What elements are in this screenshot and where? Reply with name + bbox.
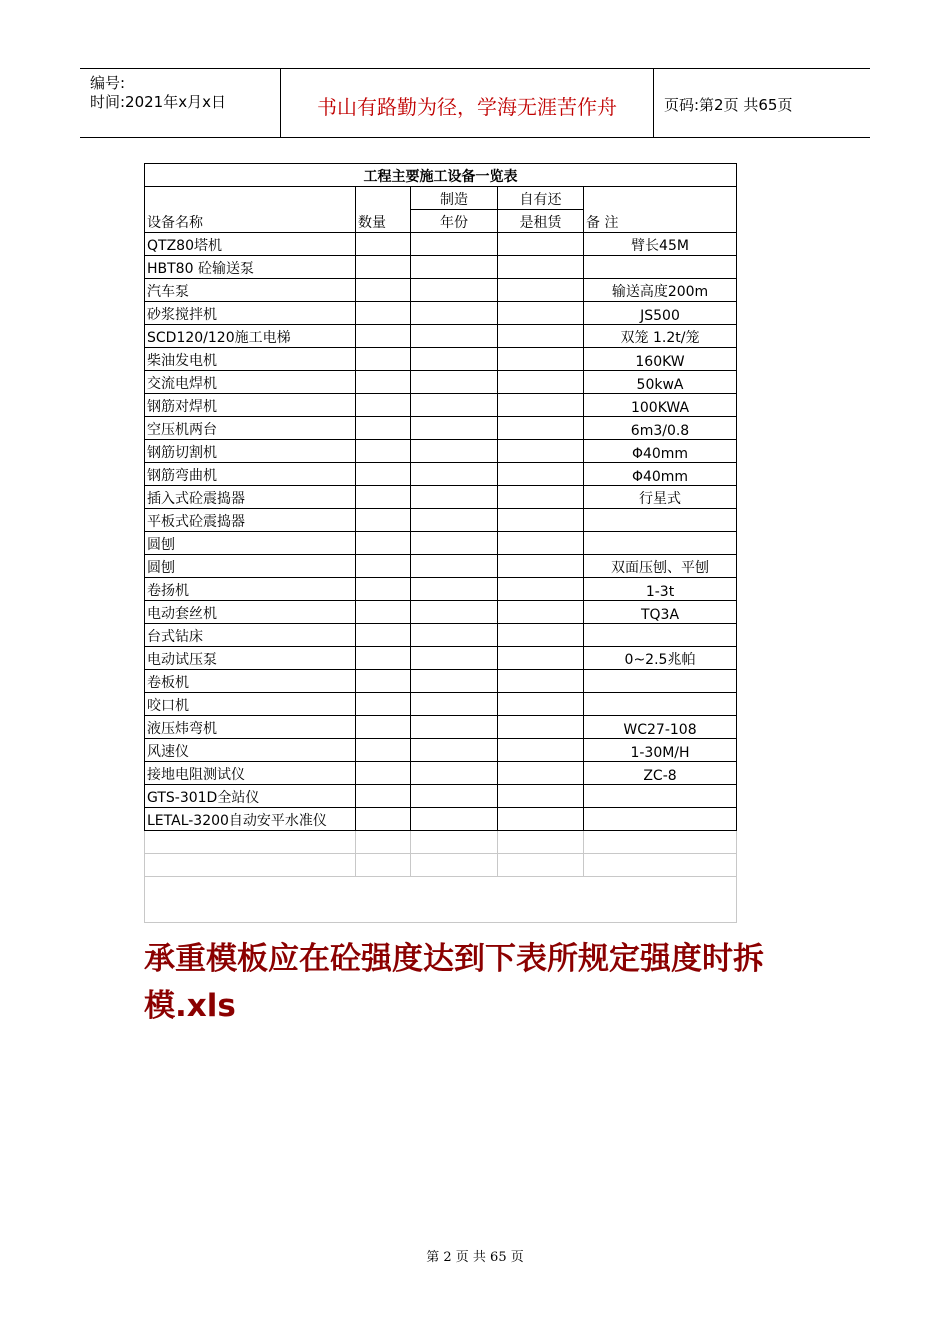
cell-equipment-name: 风速仪 [145,739,356,762]
empty-row [145,854,737,877]
cell-equipment-name: HBT80 砼输送泵 [145,256,356,279]
document-heading: 承重模板应在砼强度达到下表所规定强度时拆模.xls [144,941,764,1024]
cell-ownership [498,279,584,302]
table-row [145,739,737,762]
cell-equipment-name: 卷板机 [145,670,356,693]
cell-quantity [356,371,411,394]
cell-remark [584,693,737,716]
table-row [145,762,737,785]
cell-equipment-name: 电动试压泵 [145,647,356,670]
table-row [145,555,737,578]
empty-cell [411,854,498,877]
cell-quantity [356,325,411,348]
header-row-top [145,187,737,210]
cell-year [411,256,498,279]
cell-equipment-name: 柴油发电机 [145,348,356,371]
table-row [145,463,737,486]
cell-remark: 1-30M/H [584,739,737,762]
cell-year [411,785,498,808]
cell-year [411,578,498,601]
cell-quantity [356,647,411,670]
cell-remark [584,808,737,831]
cell-ownership [498,693,584,716]
table-row [145,509,737,532]
cell-year [411,394,498,417]
cell-ownership [498,440,584,463]
empty-cell [145,831,356,854]
cell-year [411,532,498,555]
cell-quantity [356,624,411,647]
page-footer: 第 2 页 共 65 页 [426,1250,524,1265]
empty-cell [356,831,411,854]
table-row [145,693,737,716]
cell-ownership [498,371,584,394]
cell-year [411,601,498,624]
cell-ownership [498,532,584,555]
cell-ownership [498,647,584,670]
header-remark: 备 注 [584,187,737,233]
cell-ownership [498,578,584,601]
cell-ownership [498,302,584,325]
header-motto-cell [280,69,654,137]
empty-cell [356,854,411,877]
table-row [145,670,737,693]
cell-remark: 6m3/0.8 [584,417,737,440]
cell-year [411,440,498,463]
cell-ownership [498,233,584,256]
cell-remark: 160KW [584,348,737,371]
cell-equipment-name: QTZ80塔机 [145,233,356,256]
cell-remark: 臂长45M [584,233,737,256]
empty-row [145,831,737,854]
cell-quantity [356,440,411,463]
cell-equipment-name: 交流电焊机 [145,371,356,394]
cell-year [411,624,498,647]
cell-remark: WC27-108 [584,716,737,739]
cell-equipment-name: GTS-301D全站仪 [145,785,356,808]
cell-quantity [356,762,411,785]
cell-remark [584,532,737,555]
empty-cell [584,854,737,877]
cell-year [411,762,498,785]
cell-year [411,325,498,348]
cell-equipment-name: 台式钻床 [145,624,356,647]
cell-quantity [356,785,411,808]
cell-equipment-name: 圆刨 [145,532,356,555]
cell-ownership [498,670,584,693]
time-label: 时间:2021年x月x日 [90,93,226,111]
cell-remark: 1-3t [584,578,737,601]
cell-ownership [498,739,584,762]
number-label: 编号: [90,74,126,92]
cell-ownership [498,808,584,831]
table-row [145,578,737,601]
cell-remark: 双面压刨、平刨 [584,555,737,578]
cell-ownership [498,624,584,647]
cell-quantity [356,555,411,578]
cell-ownership [498,417,584,440]
cell-quantity [356,509,411,532]
table-row [145,417,737,440]
cell-remark: ZC-8 [584,762,737,785]
table-row [145,785,737,808]
cell-equipment-name: 砂浆搅拌机 [145,302,356,325]
cell-equipment-name: 汽车泵 [145,279,356,302]
cell-quantity [356,394,411,417]
cell-quantity [356,739,411,762]
page-number-label: 页码:第2页 共65页 [664,96,793,114]
table-row [145,647,737,670]
cell-remark: Φ40mm [584,463,737,486]
header-name: 设备名称 [145,187,356,233]
cell-quantity [356,256,411,279]
cell-ownership [498,716,584,739]
cell-year [411,417,498,440]
equipment-sheet [144,163,736,877]
cell-year [411,509,498,532]
cell-remark [584,670,737,693]
cell-equipment-name: 钢筋弯曲机 [145,463,356,486]
cell-equipment-name: 咬口机 [145,693,356,716]
header-year-bottom: 年份 [411,210,498,233]
cell-ownership [498,509,584,532]
header-meta-cell [80,69,280,137]
header-page-cell [654,69,870,137]
cell-equipment-name: 空压机两台 [145,417,356,440]
cell-year [411,693,498,716]
cell-equipment-name: 圆刨 [145,555,356,578]
cell-quantity [356,417,411,440]
table-row [145,348,737,371]
cell-equipment-name: 钢筋对焊机 [145,394,356,417]
table-row [145,440,737,463]
table-row [145,233,737,256]
table-title: 工程主要施工设备一览表 [145,164,737,187]
cell-quantity [356,486,411,509]
table-row [145,808,737,831]
equipment-table [144,163,737,877]
cell-remark [584,509,737,532]
cell-year [411,716,498,739]
cell-quantity [356,693,411,716]
cell-remark [584,785,737,808]
header-own-bottom: 是租赁 [498,210,584,233]
cell-ownership [498,256,584,279]
cell-quantity [356,302,411,325]
header-qty: 数量 [356,187,411,233]
cell-quantity [356,716,411,739]
cell-remark: 双笼 1.2t/笼 [584,325,737,348]
cell-equipment-name: LETAL-3200自动安平水准仪 [145,808,356,831]
cell-ownership [498,785,584,808]
cell-ownership [498,486,584,509]
table-title-row [145,164,737,187]
cell-remark: 0~2.5兆帕 [584,647,737,670]
table-row [145,371,737,394]
cell-remark: 100KWA [584,394,737,417]
cell-equipment-name: 平板式砼震捣器 [145,509,356,532]
cell-year [411,808,498,831]
empty-cell [145,854,356,877]
header-year-top: 制造 [411,187,498,210]
cell-equipment-name: 接地电阻测试仪 [145,762,356,785]
cell-quantity [356,279,411,302]
cell-quantity [356,578,411,601]
table-row [145,256,737,279]
cell-year [411,279,498,302]
cell-year [411,555,498,578]
cell-equipment-name: 钢筋切割机 [145,440,356,463]
cell-equipment-name: 卷扬机 [145,578,356,601]
empty-cell [411,831,498,854]
cell-ownership [498,762,584,785]
cell-remark: 输送高度200m [584,279,737,302]
table-row [145,624,737,647]
cell-remark [584,256,737,279]
motto-text: 书山有路勤为径，学海无涯苦作舟 [317,95,617,119]
table-row [145,532,737,555]
cell-quantity [356,601,411,624]
cell-quantity [356,532,411,555]
table-row [145,716,737,739]
cell-year [411,739,498,762]
cell-remark: Φ40mm [584,440,737,463]
empty-cell [498,854,584,877]
cell-equipment-name: 插入式砼震捣器 [145,486,356,509]
cell-remark: 行星式 [584,486,737,509]
cell-quantity [356,348,411,371]
cell-remark: JS500 [584,302,737,325]
cell-remark [584,624,737,647]
cell-year [411,670,498,693]
cell-year [411,302,498,325]
cell-ownership [498,555,584,578]
cell-ownership [498,325,584,348]
table-row [145,302,737,325]
cell-year [411,486,498,509]
cell-remark: 50kwA [584,371,737,394]
cell-quantity [356,463,411,486]
header-own-top: 自有还 [498,187,584,210]
cell-equipment-name: 液压炜弯机 [145,716,356,739]
cell-year [411,463,498,486]
cell-quantity [356,670,411,693]
cell-equipment-name: 电动套丝机 [145,601,356,624]
cell-ownership [498,463,584,486]
cell-ownership [498,601,584,624]
table-row [145,394,737,417]
cell-ownership [498,394,584,417]
cell-quantity [356,808,411,831]
cell-year [411,233,498,256]
table-row [145,325,737,348]
cell-year [411,371,498,394]
table-row [145,279,737,302]
page-header [80,68,870,138]
table-row [145,486,737,509]
cell-equipment-name: SCD120/120施工电梯 [145,325,356,348]
table-row [145,601,737,624]
cell-quantity [356,233,411,256]
cell-remark: TQ3A [584,601,737,624]
cell-ownership [498,348,584,371]
empty-cell [584,831,737,854]
cell-year [411,348,498,371]
cell-year [411,647,498,670]
empty-cell [498,831,584,854]
